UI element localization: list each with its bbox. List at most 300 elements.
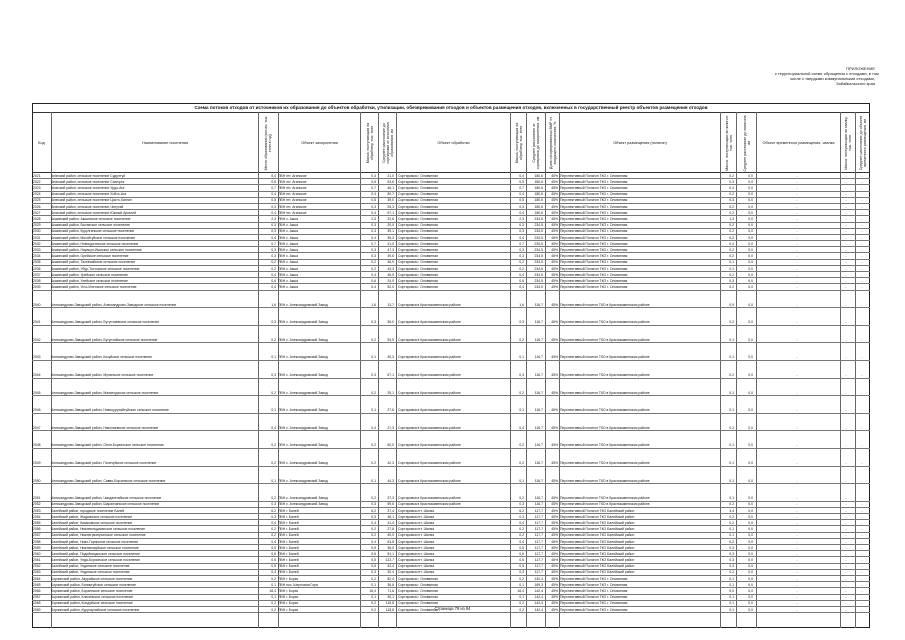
cell-proc-dist: 234,5 xyxy=(534,278,543,283)
cell-util-dist: - xyxy=(861,302,863,307)
cell-util: - xyxy=(796,254,798,259)
cell-code: 2061 xyxy=(33,558,41,563)
cell-disp-mass: 0,1 xyxy=(729,266,734,271)
cell-mass: 0,3 xyxy=(371,254,376,259)
cell-dist: 39,0 xyxy=(387,198,394,203)
cell-dist: 40,3 xyxy=(387,355,394,360)
cell-disposal: Перспективный Полигон ТКО Балейский район xyxy=(560,545,635,550)
cell-disp-mass: 0,2 xyxy=(729,173,734,178)
cell-processing: Сортировка пгт. Шилка xyxy=(398,527,435,532)
cell-gen-place: 0,4 xyxy=(271,272,276,277)
cell-proc-mass: 0,7 xyxy=(519,241,524,246)
cell-util-dist: - xyxy=(861,520,863,525)
header-util-dist-label: Среднее расстояние до объекта временного размещения, км xyxy=(859,115,867,170)
cell-gen-place: 0,3 xyxy=(271,223,276,228)
cell-pct: 45% xyxy=(551,425,558,430)
cell-util-mass: - xyxy=(845,601,847,606)
cell-generator: ПВН с. Александровский Завод xyxy=(278,478,328,483)
cell-util-dist: - xyxy=(861,508,863,513)
cell-mass: 2,3 xyxy=(371,217,376,221)
cell-disp-mass: 0,2 xyxy=(729,570,734,575)
cell-disposal: Перспективный Полигон ТКО Балейский район xyxy=(560,551,635,556)
cell-util-dist: - xyxy=(861,502,863,507)
header-generator xyxy=(278,113,360,172)
cell-proc-dist: 116,7 xyxy=(534,408,543,413)
cell-util-dist: - xyxy=(861,266,863,271)
header-mass-label: Масса, поступающая на обработку, тыс. тонн xyxy=(365,122,374,163)
header-proc-dist xyxy=(526,113,545,172)
cell-processing: Сортировка г. Оловянная xyxy=(398,266,438,271)
cell-name: Александрово-Заводский район, Чиндагатайское сельское поселение xyxy=(51,496,162,501)
cell-pct: 45% xyxy=(551,564,558,569)
cell-pct: 45% xyxy=(551,589,558,593)
cell-disp-mass: 0,2 xyxy=(729,373,734,378)
cell-dist: 42,3 xyxy=(387,461,394,465)
cell-gen-place: 0,4 xyxy=(271,210,276,215)
cell-gen-place: 0,2 xyxy=(271,496,276,501)
cell-util-dist: - xyxy=(861,173,863,178)
cell-dist: 36,0 xyxy=(387,320,394,325)
cell-proc-dist: 234,5 xyxy=(534,229,543,234)
cell-processing: Сортировка г. Оловянная xyxy=(398,186,438,191)
cell-dist: 30,1 xyxy=(387,595,394,600)
cell-pct: 45% xyxy=(551,408,558,413)
cell-generator: ПВН пгт. Агинское xyxy=(278,173,307,178)
cell-code: 2021 xyxy=(33,173,41,178)
cell-disp-dist: 0,0 xyxy=(748,179,753,184)
cell-code: 2052 xyxy=(33,502,41,507)
cell-gen-place: 0,6 xyxy=(271,278,276,283)
cell-disp-dist: 0,0 xyxy=(748,302,753,307)
cell-disposal: Перспективный Полигон ТКО г. Оловянная xyxy=(560,595,628,600)
cell-util: - xyxy=(796,192,798,197)
cell-disp-dist: 0,0 xyxy=(748,198,753,203)
cell-pct: 45% xyxy=(551,173,558,178)
cell-mass: 0,3 xyxy=(371,514,376,519)
cell-util: - xyxy=(796,266,798,271)
cell-util: - xyxy=(796,260,798,265)
cell-util-mass: - xyxy=(845,179,847,184)
cell-gen-place: 0,4 xyxy=(271,285,276,290)
cell-generator: ПВН пгт. Агинское xyxy=(278,198,307,203)
cell-disp-dist: 0,0 xyxy=(748,266,753,271)
table-row xyxy=(32,361,870,379)
header-pct xyxy=(545,113,559,172)
cell-disposal: Перспективный Полигон ТКО г. Оловянная xyxy=(560,217,628,221)
cell-name: Борзинский район, Кондуйское сельское поселение xyxy=(51,601,133,606)
cell-disp-dist: 0,0 xyxy=(748,527,753,532)
cell-util-mass: - xyxy=(845,478,847,483)
cell-proc-mass: 0,2 xyxy=(519,443,524,448)
cell-util-mass: - xyxy=(845,527,847,532)
cell-proc-dist: 180,6 xyxy=(534,186,543,191)
header-processing xyxy=(396,113,510,172)
cell-gen-place: 0,5 xyxy=(271,198,276,203)
cell-dist: 49,6 xyxy=(387,254,394,259)
cell-disposal: Перспективный Полигон ТКО Балейский район xyxy=(560,558,635,563)
cell-util: - xyxy=(796,461,798,465)
cell-generator: ПВН с. Александровский Завод xyxy=(278,443,328,448)
cell-processing: Сортировка в Краснокаменском районе xyxy=(398,478,461,483)
cell-pct: 45% xyxy=(551,601,558,606)
cell-name: Балейский район, Подойницынское сельское поселение xyxy=(51,551,140,556)
table-row xyxy=(32,467,870,485)
cell-generator: ПВН пгт. Агинское xyxy=(278,204,307,209)
cell-disposal: Перспективный Полигон ТКО г. Оловянная xyxy=(560,223,628,228)
header-mass xyxy=(360,113,378,172)
cell-proc-dist: 116,7 xyxy=(534,337,543,342)
cell-disp-dist: 0,0 xyxy=(748,545,753,550)
cell-code: 2045 xyxy=(33,390,41,395)
cell-util: - xyxy=(796,320,798,325)
cell-util: - xyxy=(796,337,798,342)
cell-processing: Сортировка в Краснокаменском районе xyxy=(398,461,461,465)
cell-disp-dist: 0,0 xyxy=(748,204,753,209)
cell-util-mass: - xyxy=(845,373,847,378)
annex-line: числе с твердыми коммунальными отходами, xyxy=(790,76,875,81)
cell-gen-place: 0,3 xyxy=(271,247,276,252)
header-generator-label: Объект захоронения xyxy=(301,140,338,145)
cell-code: 2022 xyxy=(33,179,41,184)
cell-processing: Сортировка г. Оловянная xyxy=(398,223,438,228)
cell-disp-mass: 0,1 xyxy=(729,390,734,395)
cell-disp-mass: 0,1 xyxy=(729,496,734,501)
cell-dist: 36,0 xyxy=(387,545,394,550)
cell-gen-place: 0,1 xyxy=(271,595,276,600)
cell-disposal: Перспективный Полигон ТКО г. Оловянная xyxy=(560,607,628,612)
cell-disposal: Перспективный полигон ТКО в Краснокаменском районе xyxy=(560,502,650,507)
cell-code: 2037 xyxy=(33,272,41,277)
cell-processing: Сортировка г. Оловянная xyxy=(398,595,438,600)
cell-name: Александрово-Заводский район, Онон-Борзинское сельское поселение xyxy=(51,443,164,448)
cell-util: - xyxy=(796,551,798,556)
cell-disposal: Перспективный Полигон ТКО Балейский район xyxy=(560,539,635,544)
cell-disp-mass: 0,1 xyxy=(729,533,734,538)
cell-util-dist: - xyxy=(861,337,863,342)
cell-generator: ПВН с. Александровский Завод xyxy=(278,390,328,395)
cell-code: 2065 xyxy=(33,582,41,587)
cell-proc-dist: 234,5 xyxy=(534,260,543,265)
cell-name: Александрово-Заводский район, Кокуйское сельское поселение xyxy=(51,355,153,360)
cell-generator: ПВН с. Акша xyxy=(278,272,299,277)
header-gen-place xyxy=(258,113,278,172)
cell-disp-dist: 0,0 xyxy=(748,390,753,395)
cell-disp-mass: 0,1 xyxy=(729,408,734,413)
cell-disp-dist: 0,0 xyxy=(748,539,753,544)
cell-util-dist: - xyxy=(861,241,863,246)
cell-processing: Сортировка г. Оловянная xyxy=(398,210,438,215)
cell-util: - xyxy=(796,514,798,519)
cell-util-mass: - xyxy=(845,576,847,581)
cell-mass: 6,2 xyxy=(371,508,376,513)
cell-util-dist: - xyxy=(861,496,863,501)
cell-gen-place: 0,2 xyxy=(271,461,276,465)
cell-mass: 0,2 xyxy=(371,496,376,501)
cell-generator: ПВН с. Александровский Завод xyxy=(278,302,328,307)
cell-proc-dist: 116,7 xyxy=(534,496,543,501)
cell-pct: 45% xyxy=(551,217,558,221)
cell-util-dist: - xyxy=(861,179,863,184)
cell-disposal: Перспективный Полигон ТКО г. Оловянная xyxy=(560,582,628,587)
cell-dist: 118,8 xyxy=(385,607,394,612)
cell-disp-mass: 0,2 xyxy=(729,229,734,234)
cell-disp-dist: 0,0 xyxy=(748,192,753,197)
cell-proc-mass: 0,5 xyxy=(519,198,524,203)
cell-generator: ПВН с. Акша xyxy=(278,241,299,246)
cell-processing: Сортировка пгт. Шилка xyxy=(398,545,435,550)
annex-line: Забайкальского края xyxy=(836,81,875,86)
annex-line: к территориальной схеме обращения с отходами, в том xyxy=(775,71,879,76)
cell-proc-mass: 16,4 xyxy=(517,589,524,593)
cell-processing: Сортировка г. Оловянная xyxy=(398,198,438,203)
cell-util-mass: - xyxy=(845,582,847,587)
cell-processing: Сортировка г. Оловянная xyxy=(398,241,438,246)
cell-util-mass: - xyxy=(845,508,847,513)
cell-code: 2054 xyxy=(33,514,41,519)
cell-util-dist: - xyxy=(861,278,863,283)
cell-pct: 45% xyxy=(551,533,558,538)
cell-generator: ПВН с. Александровский Завод xyxy=(278,337,328,342)
cell-util-dist: - xyxy=(861,186,863,191)
cell-name: Акшинский район, Акшинское сельское поселение xyxy=(51,217,131,221)
cell-disp-dist: 0,0 xyxy=(748,229,753,234)
cell-gen-place: 0,7 xyxy=(271,241,276,246)
cell-processing: Сортировка г. Оловянная xyxy=(398,229,438,234)
cell-proc-mass: 0,2 xyxy=(519,337,524,342)
cell-util: - xyxy=(796,186,798,191)
cell-disposal: Перспективный Полигон ТКО г. Оловянная xyxy=(560,198,628,203)
cell-processing: Сортировка г. Оловянная xyxy=(398,192,438,197)
cell-disp-dist: 0,0 xyxy=(748,601,753,606)
cell-mass: 0,2 xyxy=(371,390,376,395)
cell-disposal: Перспективный Полигон ТКО г. Оловянная xyxy=(560,210,628,215)
cell-dist: 50,7 xyxy=(387,192,394,197)
cell-proc-mass: 0,3 xyxy=(519,373,524,378)
cell-proc-mass: 0,2 xyxy=(519,496,524,501)
cell-util-mass: - xyxy=(845,247,847,252)
cell-util-dist: - xyxy=(861,254,863,259)
cell-util-dist: - xyxy=(861,539,863,544)
cell-name: Агинский район, сельское поселение Сахюрта xyxy=(51,179,125,184)
cell-util: - xyxy=(796,241,798,246)
cell-gen-place: 0,1 xyxy=(271,355,276,360)
cell-code: 2050 xyxy=(33,478,41,483)
cell-disposal: Перспективный полигон ТКО в Краснокаменском районе xyxy=(560,408,650,413)
cell-generator: ПВН с. Акша xyxy=(278,217,299,221)
cell-code: 2028 xyxy=(33,217,41,221)
cell-proc-dist: 117,7 xyxy=(534,570,543,575)
cell-code: 2026 xyxy=(33,204,41,209)
cell-disp-mass: 0,3 xyxy=(729,551,734,556)
cell-util-dist: - xyxy=(861,461,863,465)
cell-util-dist: - xyxy=(861,355,863,360)
table-row xyxy=(32,431,870,449)
cell-name: Балейский район, Унданское сельское поселение xyxy=(51,564,130,569)
cell-proc-dist: 116,7 xyxy=(534,425,543,430)
cell-pct: 45% xyxy=(551,223,558,228)
cell-processing: Сортировка г. Оловянная xyxy=(398,217,438,221)
cell-disp-dist: 0,0 xyxy=(748,254,753,259)
cell-disp-mass: 0,3 xyxy=(729,198,734,203)
cell-dist: 60,0 xyxy=(387,443,394,448)
cell-name: Балейский район, Нижнекокуйское сельское поселение xyxy=(51,545,139,550)
cell-proc-mass: 0,3 xyxy=(519,514,524,519)
cell-util-mass: - xyxy=(845,545,847,550)
cell-proc-dist: 234,5 xyxy=(534,235,543,240)
cell-util-dist: - xyxy=(861,198,863,203)
cell-util: - xyxy=(796,564,798,569)
cell-disposal: Перспективный полигон ТКО в Краснокаменском районе xyxy=(560,461,650,465)
cell-proc-dist: 234,5 xyxy=(534,247,543,252)
cell-util-dist: - xyxy=(861,533,863,538)
cell-name: Акшинский район, Улейское сельское поселение xyxy=(51,278,128,283)
cell-mass: 0,6 xyxy=(371,551,376,556)
cell-name: Александрово-Заводский район, Новоцурухайтуйское сельское поселение xyxy=(51,408,169,413)
cell-name: Акшинский район, Нарасун-Ишиское сельское поселение xyxy=(51,247,142,252)
cell-util: - xyxy=(796,173,798,178)
cell-dist: 51,1 xyxy=(387,551,394,556)
header-disposal xyxy=(559,113,720,172)
cell-code: 2062 xyxy=(33,564,41,569)
cell-util-dist: - xyxy=(861,229,863,234)
cell-util-dist: - xyxy=(861,247,863,252)
cell-proc-dist: 142,4 xyxy=(534,595,543,600)
cell-generator: ПВН г. Борзя xyxy=(278,576,299,581)
cell-disp-dist: 0,0 xyxy=(748,217,753,221)
cell-processing: Сортировка г. Оловянная xyxy=(398,204,438,209)
cell-processing: Сортировка в Краснокаменском районе xyxy=(398,373,461,378)
cell-proc-mass: 0,2 xyxy=(519,527,524,532)
cell-util-dist: - xyxy=(861,204,863,209)
cell-disp-mass: 0,1 xyxy=(729,527,734,532)
cell-disp-mass: 0,1 xyxy=(729,443,734,448)
cell-code: 2047 xyxy=(33,425,41,430)
cell-disp-dist: 0,0 xyxy=(748,607,753,612)
cell-proc-dist: 142,4 xyxy=(534,601,543,606)
cell-dist: 59,6 xyxy=(387,502,394,507)
cell-dist: 27,8 xyxy=(387,527,394,532)
cell-processing: Сортировка г. Оловянная xyxy=(398,285,438,290)
cell-disposal: Перспективный Полигон ТКО Балейский район xyxy=(560,508,635,513)
cell-code: 2033 xyxy=(33,247,41,252)
cell-proc-mass: 0,2 xyxy=(519,601,524,606)
cell-util: - xyxy=(796,545,798,550)
cell-proc-dist: 117,7 xyxy=(534,508,543,513)
cell-code: 2025 xyxy=(33,198,41,203)
cell-dist: 46,9 xyxy=(387,260,394,265)
cell-disp-dist: 0,0 xyxy=(748,337,753,342)
cell-util: - xyxy=(796,217,798,221)
cell-proc-mass: 0,5 xyxy=(519,179,524,184)
cell-generator: ПВН с. Александровский Завод xyxy=(278,320,328,325)
cell-proc-mass: 0,6 xyxy=(519,278,524,283)
cell-mass: 0,1 xyxy=(371,595,376,600)
cell-util-dist: - xyxy=(861,217,863,221)
cell-util: - xyxy=(796,520,798,525)
cell-util-mass: - xyxy=(845,241,847,246)
cell-disposal: Перспективный Полигон ТКО Балейский район xyxy=(560,564,635,569)
cell-processing: Сортировка пгт. Шилка xyxy=(398,558,435,563)
cell-disp-dist: 0,0 xyxy=(748,551,753,556)
cell-proc-mass: 0,2 xyxy=(519,576,524,581)
cell-code: 2034 xyxy=(33,254,41,259)
cell-util: - xyxy=(796,443,798,448)
cell-disp-mass: 0,3 xyxy=(729,278,734,283)
cell-disposal: Перспективный полигон ТКО в Краснокаменском районе xyxy=(560,496,650,501)
cell-gen-place: 0,2 xyxy=(271,607,276,612)
cell-util-dist: - xyxy=(861,514,863,519)
cell-gen-place: 0,1 xyxy=(271,408,276,413)
cell-code: 2040 xyxy=(33,302,41,307)
cell-util: - xyxy=(796,302,798,307)
cell-gen-place: 0,4 xyxy=(271,235,276,240)
cell-gen-place: 0,3 xyxy=(271,254,276,259)
cell-gen-place: 0,5 xyxy=(271,179,276,184)
cell-mass: 0,3 xyxy=(371,229,376,234)
cell-util: - xyxy=(796,558,798,563)
cell-code: 2048 xyxy=(33,443,41,448)
cell-proc-mass: 0,4 xyxy=(519,210,524,215)
cell-name: Акшинский район, Могойтуйское сельское поселение xyxy=(51,235,136,240)
cell-mass: 0,4 xyxy=(371,425,376,430)
header-util-mass xyxy=(840,113,855,172)
cell-disp-mass: 0,2 xyxy=(729,520,734,525)
cell-disp-dist: 0,0 xyxy=(748,502,753,507)
cell-mass: 0,4 xyxy=(371,210,376,215)
cell-mass: 0,1 xyxy=(371,355,376,360)
cell-proc-mass: 0,1 xyxy=(519,408,524,413)
cell-disp-mass: 0,3 xyxy=(729,558,734,563)
cell-proc-dist: 169,3 xyxy=(534,582,543,587)
cell-processing: Сортировка г. Оловянная xyxy=(398,589,438,593)
cell-disp-mass: 0,1 xyxy=(729,576,734,581)
cell-code: 2023 xyxy=(33,186,41,191)
cell-generator: ПВН пгт. Агинское xyxy=(278,179,307,184)
cell-dist: 35,3 xyxy=(387,235,394,240)
header-disp-mass-label: Масса, поступающая на полигон, тыс. тонн xyxy=(724,114,733,171)
cell-disposal: Перспективный полигон ТКО в Краснокаменском районе xyxy=(560,443,650,448)
cell-dist: 48,1 xyxy=(387,514,394,519)
cell-code: 2056 xyxy=(33,527,41,532)
cell-mass: 0,2 xyxy=(371,260,376,265)
cell-disposal: Перспективный полигон ТКО в Краснокаменском районе xyxy=(560,425,650,430)
cell-processing: Сортировка г. Оловянная xyxy=(398,173,438,178)
cell-processing: Сортировка пгт. Шилка xyxy=(398,564,435,569)
cell-disp-mass: 0,3 xyxy=(729,545,734,550)
cell-name: Балейский район, Ундинское сельское поселение xyxy=(51,570,130,575)
cell-util-mass: - xyxy=(845,564,847,569)
cell-gen-place: 0,3 xyxy=(271,570,276,575)
cell-dist: 25,1 xyxy=(387,390,394,395)
cell-processing: Сортировка пгт. Шилка xyxy=(398,508,435,513)
cell-pct: 45% xyxy=(551,520,558,525)
cell-generator: ПВН с. Александровский Завод xyxy=(278,461,328,465)
cell-proc-dist: 117,7 xyxy=(534,551,543,556)
cell-mass: 0,3 xyxy=(371,502,376,507)
cell-proc-mass: 0,4 xyxy=(519,235,524,240)
cell-processing: Сортировка в Краснокаменском районе xyxy=(398,302,461,307)
cell-util: - xyxy=(796,373,798,378)
cell-util-dist: - xyxy=(861,235,863,240)
cell-disp-mass: 0,2 xyxy=(729,514,734,519)
cell-processing: Сортировка г. Оловянная xyxy=(398,254,438,259)
cell-disposal: Перспективный Полигон ТКО г. Оловянная xyxy=(560,186,628,191)
cell-generator: ПВН г. Балей xyxy=(278,527,299,532)
cell-dist: 21,0 xyxy=(387,173,394,178)
table-row xyxy=(32,326,870,344)
cell-processing: Сортировка г. Оловянная xyxy=(398,582,438,587)
cell-mass: 0,2 xyxy=(371,576,376,581)
